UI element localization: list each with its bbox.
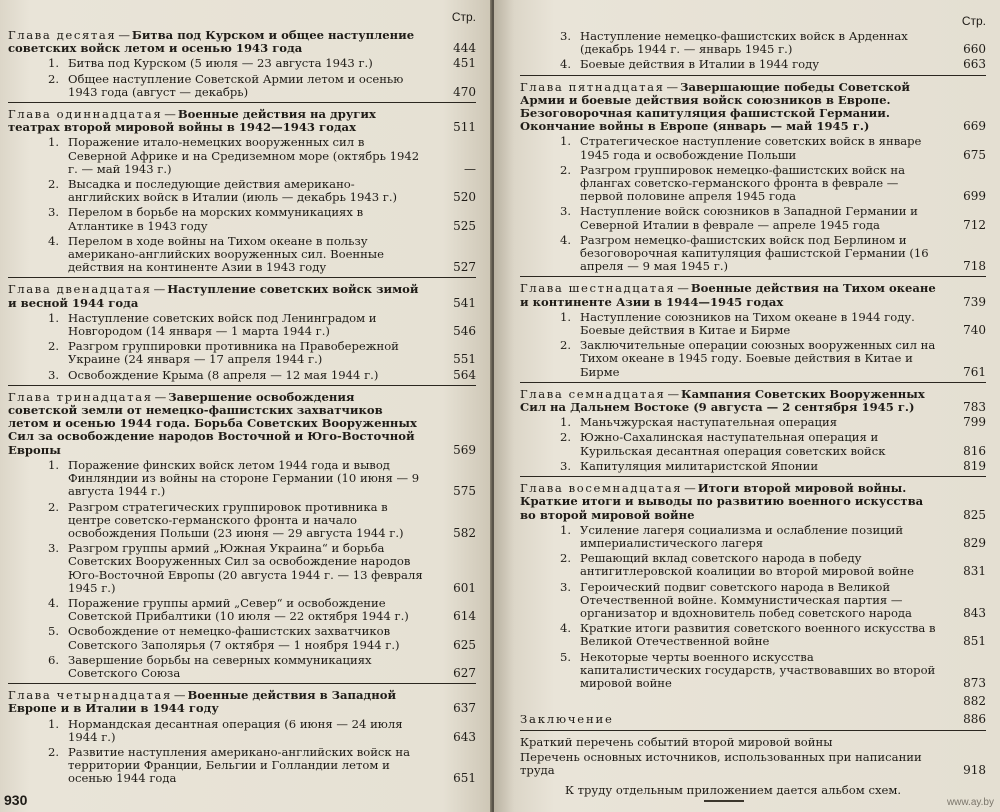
sources-entry — [520, 751, 986, 777]
chapter-heading — [520, 81, 986, 134]
item-text: Перелом в борьбе на морских коммуникациях в Атлантике в 1943 году — [68, 205, 364, 233]
item-text: Развитие наступления американо-английских войск на территории Франции, Бельгии и Голландии летом и осенью 1944 года — [68, 744, 410, 786]
toc-item — [560, 431, 986, 457]
page-ref: 444 — [453, 41, 476, 56]
item-number: 3. — [560, 579, 572, 594]
chapter-label: Глава одиннадцатая — [8, 107, 163, 122]
divider — [8, 102, 476, 103]
item-text: Поражение группы армий „Север“ и освобождение Советской Прибалтики (10 июля — 22 октября 1944 г.) — [68, 595, 409, 624]
page-ref: 816 — [963, 443, 986, 458]
item-number: 4. — [560, 232, 572, 247]
item-number: 2. — [48, 71, 60, 86]
divider — [520, 476, 986, 477]
page-ref: 660 — [963, 42, 986, 57]
chapter-title: Битва под Курском и общее наступление советских войск летом и осенью 1943 года — [8, 28, 415, 56]
toc-item — [48, 654, 476, 680]
chapter-title: Завершающие победы Советской Армии и боевые действия войск союзников в Европе. Безоговорочная капитуляция фашистской Германии. Окончание войны в Европе (январь — май 1945 г.) — [520, 79, 911, 134]
item-text: Высадка и последующие действия американо-английских войск в Италии (июль — декабрь 1943 г.) — [68, 177, 398, 205]
chapter-label: Глава тринадцатая — [8, 389, 153, 404]
page-ref: 511 — [453, 120, 476, 135]
page-ref: 718 — [963, 259, 986, 274]
watermark: www.ay.by — [946, 797, 994, 808]
item-number: 1. — [48, 716, 60, 731]
toc-item — [48, 746, 476, 786]
page-ref: 582 — [453, 525, 476, 540]
item-text: Маньчжурская наступательная операция — [580, 415, 838, 430]
toc-item — [48, 136, 476, 176]
page-ref: 651 — [453, 771, 476, 786]
divider — [8, 683, 476, 684]
chapter-label: Глава восемнадцатая — [520, 481, 683, 496]
item-number: 4. — [48, 233, 60, 248]
chapter-dash: — — [118, 28, 130, 42]
item-number: 1. — [48, 457, 60, 472]
page-number: 930 — [4, 792, 28, 808]
item-text: Заключительные операции союзных вооруженных сил на Тихом океане в 1945 году. Боевые действия в Китае и Бирме — [580, 338, 936, 379]
page-ref: 829 — [963, 535, 986, 550]
page-ref: 541 — [453, 295, 476, 310]
chapter-dash: — — [677, 281, 689, 296]
toc-item — [48, 459, 476, 499]
page-ref: 739 — [963, 294, 986, 309]
toc-item — [560, 234, 986, 274]
left-page — [0, 0, 492, 812]
divider — [520, 382, 986, 383]
item-number: 1. — [560, 309, 572, 324]
toc-item — [560, 339, 986, 379]
chapter-heading — [8, 391, 476, 457]
item-text: Разгром группировки противника на Правобережной Украине (24 января — 17 апреля 1944 г.) — [68, 339, 399, 367]
item-text: Перелом в ходе войны на Тихом океане в пользу американо-английских вооруженных сил. Военные действия на континенте Азии в 1943 году — [68, 233, 384, 275]
item-number: 2. — [48, 499, 60, 514]
toc-item — [560, 552, 986, 578]
toc-item — [48, 340, 476, 366]
chapter-label: Глава десятая — [8, 28, 117, 42]
item-text: Поражение финских войск летом 1944 года и вывод Финляндии из войны на стороне Германии (10 июня — 9 августа 1944 г.) — [68, 457, 420, 499]
page-column-header: Стр. — [961, 14, 986, 28]
item-number: 3. — [560, 204, 572, 219]
item-number: 3. — [48, 367, 60, 382]
item-number: 2. — [48, 744, 60, 759]
chapter-heading — [8, 108, 476, 134]
item-number: 5. — [560, 649, 572, 664]
page-ref: 564 — [453, 367, 476, 382]
chapter-label: Глава пятнадцатая — [520, 79, 665, 94]
item-text: Боевые действия в Италии в 1944 году — [580, 57, 820, 72]
toc-item — [560, 30, 986, 56]
conclusion-label: Заключение — [520, 712, 614, 727]
right-chapters — [520, 81, 986, 691]
page-ref: 669 — [963, 119, 986, 134]
toc-item — [48, 73, 476, 99]
page-ref: 527 — [453, 260, 476, 275]
item-text: Освобождение Крыма (8 апреля — 12 мая 1944 г.) — [68, 367, 379, 382]
item-text: Некоторые черты военного искусства капиталистических государств, участвовавших во второй мировой войне — [580, 649, 936, 690]
item-text: Капитуляция милитаристской Японии — [580, 458, 819, 473]
chapter-label: Глава двенадцатая — [8, 282, 152, 297]
sources-text: Перечень основных источников, использованных при написании труда — [520, 749, 922, 777]
divider — [520, 730, 986, 731]
chapter-dash: — — [684, 481, 696, 496]
page-ref: 520 — [453, 190, 476, 205]
toc-item — [48, 235, 476, 275]
item-text: Нормандская десантная операция (6 июня — 24 июля 1944 г.) — [68, 716, 403, 744]
page-ref: 625 — [453, 637, 476, 652]
chapter-label: Глава семнадцатая — [520, 386, 666, 401]
chapter-title: Военные действия в Западной Европе и в Италии в 1944 году — [8, 688, 397, 716]
chapter-heading — [8, 29, 476, 55]
item-number: 1. — [560, 134, 572, 149]
item-text: Разгром стратегических группировок противника в центре советско-германского фронта и начало освобождения Польши (23 июня — 29 августа 1944 г.) — [68, 499, 404, 540]
chapter-heading — [520, 482, 986, 522]
toc-item — [48, 369, 476, 382]
toc-item — [48, 501, 476, 541]
toc-item — [48, 312, 476, 338]
chapter-title: Кампания Советских Вооруженных Сил на Дальнем Востоке (9 августа — 2 сентября 1945 г.) — [520, 386, 925, 415]
item-number: 1. — [48, 135, 60, 150]
item-text: Решающий вклад советского народа в победу антигитлеровской коалиции во второй мировой войне — [580, 551, 914, 579]
chapter-heading — [8, 283, 476, 309]
toc-item — [560, 581, 986, 621]
right-page — [494, 0, 1000, 812]
continued-items — [520, 30, 986, 72]
divider — [520, 276, 986, 277]
page-ref: 575 — [453, 484, 476, 499]
item-text: Общее наступление Советской Армии летом и осенью 1943 года (август — декабрь) — [68, 71, 404, 99]
divider — [520, 75, 986, 76]
item-text: Разгром группы армий „Южная Украина“ и борьба Советских Вооруженных Сил за освобождение народов Юго-Восточной Европы (20 августа 1944 г. — 13 февраля 1945 г.) — [68, 541, 423, 595]
chronicle-text: Краткий перечень событий второй мировой войны — [520, 734, 833, 749]
page-ref: 712 — [963, 217, 986, 232]
item-text: Разгром немецко-фашистских войск под Берлином и безоговорочная капитуляция фашистской Германии (16 апреля — 9 мая 1945 г.) — [580, 232, 929, 274]
page-ref: 799 — [963, 415, 986, 430]
item-number: 2. — [560, 551, 572, 566]
chapter-dash: — — [173, 688, 186, 703]
page-ref: 614 — [453, 609, 476, 624]
item-number: 4. — [560, 57, 572, 72]
page-ref: 663 — [963, 57, 986, 72]
page-ref: 761 — [963, 364, 986, 379]
page-ref: 546 — [453, 324, 476, 339]
page-ref: 643 — [453, 729, 476, 744]
toc-item — [560, 135, 986, 161]
item-number: 3. — [560, 458, 572, 473]
page-ref: 470 — [453, 84, 476, 99]
toc-item — [560, 622, 986, 648]
item-text: Завершение борьбы на северных коммуникациях Советского Союза — [68, 652, 372, 680]
toc-item — [48, 206, 476, 232]
chapter-dash: — — [164, 107, 176, 122]
page-ref: 699 — [963, 189, 986, 204]
toc-item — [560, 416, 986, 429]
chapter-label: Глава шестнадцатая — [520, 281, 676, 296]
page-ref: 831 — [963, 564, 986, 579]
item-number: 3. — [560, 29, 572, 43]
page-ref: 843 — [963, 605, 986, 620]
page-column-header: Стр. — [451, 10, 476, 24]
toc-item — [48, 178, 476, 204]
page-ref: 627 — [453, 665, 476, 680]
toc-item — [48, 597, 476, 623]
item-number: 3. — [48, 205, 60, 220]
item-text: Разгром группировок немецко-фашистских войск на флангах советско-германского фронта в феврале — первой половине апреля 1945 года — [580, 162, 906, 204]
chapter-title: Военные действия на Тихом океане и континенте Азии в 1944—1945 годах — [520, 281, 936, 309]
item-text: Освобождение от немецко-фашистских захватчиков Советского Заполярья (7 октября — 1 ноября 1944 г.) — [68, 624, 400, 652]
chapter-heading — [8, 689, 476, 715]
item-text: Южно-Сахалинская наступательная операция и Курильская десантная операция советских войск — [580, 430, 886, 458]
toc-item — [48, 57, 476, 70]
item-text: Краткие итоги развития советского военного искусства в Великой Отечественной войне — [580, 621, 936, 649]
page-ref: 918 — [963, 762, 986, 777]
page-ref: 675 — [963, 147, 986, 162]
item-number: 6. — [48, 652, 60, 667]
item-number: 2. — [560, 430, 572, 445]
page-ref: 637 — [453, 701, 476, 716]
toc-item — [560, 164, 986, 204]
toc-item — [48, 718, 476, 744]
page-ref: 569 — [453, 442, 476, 457]
page-ref: 451 — [453, 56, 476, 71]
extra-page-line — [520, 695, 986, 708]
item-number: 4. — [48, 595, 60, 610]
item-text: Наступление войск союзников в Западной Германии и Северной Италии в феврале — апреле 1945 года — [580, 204, 918, 232]
item-number: 4. — [560, 621, 572, 636]
toc-item — [560, 651, 986, 691]
divider — [8, 277, 476, 278]
left-toc — [8, 29, 476, 786]
item-number: 3. — [48, 541, 60, 556]
item-text: Наступление союзников на Тихом океане в 1944 году. Боевые действия в Китае и Бирме — [580, 309, 915, 338]
chapter-title: Наступление советских войск зимой и весной 1944 года — [8, 282, 419, 310]
page-ref: 882 — [963, 694, 986, 709]
chapter-title: Завершение освобождения советской земли от немецко-фашистских захватчиков летом и осенью 1944 года. Борьба Советских Вооруженных Сил за освобождение народов Восточной и Юго-Восточной Европы — [8, 389, 417, 457]
toc-item — [560, 460, 986, 473]
chronicle-entry — [520, 736, 986, 749]
toc-item — [48, 542, 476, 595]
toc-item — [48, 625, 476, 651]
chapter-dash: — — [666, 79, 679, 94]
right-toc — [520, 30, 986, 797]
item-number: 5. — [48, 624, 60, 639]
item-number: 1. — [48, 310, 60, 325]
chapter-dash: — — [154, 389, 167, 404]
chapter-heading — [520, 282, 986, 308]
end-ornament — [704, 800, 744, 802]
page-ref: 819 — [963, 458, 986, 473]
item-number: 2. — [560, 162, 572, 177]
page-ref: — — [464, 161, 476, 176]
item-text: Наступление советских войск под Ленинградом и Новгородом (14 января — 1 марта 1944 г.) — [68, 310, 377, 339]
page-ref: 873 — [963, 675, 986, 690]
item-text: Героический подвиг советского народа в Великой Отечественной войне. Коммунистическая партия — организатор и вдохновитель побед советского народа — [580, 579, 912, 620]
page-ref: 783 — [963, 400, 986, 415]
album-note: К труду отдельным приложением дается альбом схем. — [564, 783, 902, 798]
chapter-label: Глава четырнадцатая — [8, 688, 172, 703]
chapter-heading — [520, 388, 986, 414]
item-text: Усиление лагеря социализма и ослабление позиций империалистического лагеря — [580, 522, 904, 550]
toc-item — [560, 205, 986, 231]
page-ref: 825 — [963, 507, 986, 522]
chapter-title: Итоги второй мировой войны. Краткие итоги и выводы по развитию военного искусства во второй мировой войне — [520, 481, 924, 522]
page-ref: 551 — [453, 352, 476, 367]
toc-item — [560, 58, 986, 71]
item-number: 1. — [48, 56, 60, 71]
toc-item — [560, 311, 986, 337]
chapter-dash: — — [667, 386, 680, 401]
chapter-dash: — — [153, 282, 166, 297]
item-number: 2. — [560, 338, 572, 353]
conclusion-entry — [520, 713, 986, 726]
page-ref: 886 — [963, 712, 986, 727]
chapter-title: Военные действия на других театрах второй мировой войны в 1942—1943 годах — [8, 107, 376, 135]
page-ref: 740 — [963, 323, 986, 338]
page-ref: 525 — [453, 218, 476, 233]
item-number: 2. — [48, 339, 60, 354]
item-text: Стратегическое наступление советских войск в январе 1945 года и освобождение Польши — [580, 134, 922, 162]
item-text: Наступление немецко-фашистских войск в Арденнах (декабрь 1944 г. — январь 1945 г.) — [580, 29, 908, 57]
item-number: 2. — [48, 177, 60, 192]
item-number: 1. — [560, 522, 572, 537]
divider — [8, 385, 476, 386]
item-number: 1. — [560, 415, 572, 430]
item-text: Поражение итало-немецких вооруженных сил в Северной Африке и на Средиземном море (октябрь 1942 г. — май 1943 г.) — [68, 135, 420, 176]
page-ref: 601 — [453, 580, 476, 595]
page-ref: 851 — [963, 634, 986, 649]
toc-item — [560, 524, 986, 550]
item-text: Битва под Курском (5 июля — 23 августа 1943 г.) — [68, 56, 373, 71]
